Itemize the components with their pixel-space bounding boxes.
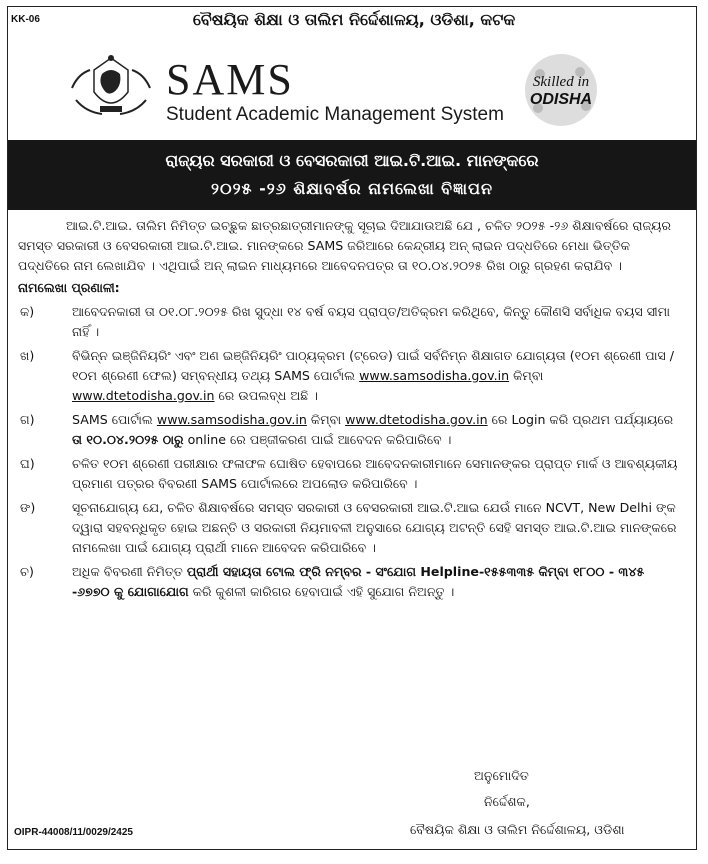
sams-logo-title: SAMS bbox=[166, 55, 294, 104]
item-text: ଚଳିତ ୧୦ମ ଶ୍ରେଣୀ ପରୀକ୍ଷାର ଫଳାଫଳ ଘୋଷିତ ହେବାପରେ ଆବେଦନକାରୀମାନେ ସେମାନଙ୍କର ପ୍ରାପ୍ତ ମାର୍କ ଓ ଆବଶ୍ୟକୀୟ ପ୍ରମାଣ ପତ୍ରର ବିବରଣୀ SAMS ପୋର୍ଟାଲରେ ଅପଲୋଡ କରିପାରିବେ । bbox=[72, 456, 678, 491]
intro-paragraph: ଆଇ.ଟି.ଆଇ. ତାଲିମ ନିମିତ୍ତ ଇଚ୍ଛୁକ ଛାତ୍ରଛାତ୍ରୀମାନଙ୍କୁ ସୂଚାଇ ଦିଆଯାଉଅଛି ଯେ , ଚଳିତ ୨୦୨୫ -୨୬ ଶିକ୍ଷାବର୍ଷରେ ରାଜ୍ୟର ସମସ୍ତ ସରକାରୀ ଓ ବେସରକାରୀ ଆଇ.ଟି.ଆଇ. ମାନଙ୍କରେ SAMS ଜରିଆରେ କେନ୍ଦ୍ରୀୟ ଅନ୍ ଲାଇନ ପଦ୍ଧତିରେ ମେଧା ଭିତ୍ତିକ ପଦ୍ଧତିରେ ନାମ ଲେଖାଯିବ । ଏଥିପାଇଁ ଅନ୍ ଲାଇନ ମାଧ୍ୟମରେ ଆବେଦନପତ୍ର ତା ୧୦.୦୪.୨୦୨୫ ରିଖ ଠାରୁ ଗ୍ରହଣ କରାଯିବ । bbox=[18, 218, 672, 273]
item-text: ରେ ଉପଲବ୍ଧ ଅଛି । bbox=[218, 388, 318, 403]
item-text: ଅଧିକ ବିବରଣୀ ନିମିତ୍ତ bbox=[72, 564, 183, 579]
item-text: ଆବେଦନକାରୀ ତା ୦୧.୦୮.୨୦୨୫ ରିଖ ସୁଦ୍ଧା ୧୪ ବର୍ଷ ବୟସ ପ୍ରାପ୍ତ/ଅତିକ୍ରମ କରିଥିବେ, କିନ୍ତୁ କୌଣସି ସର୍ବାଧିକ ବୟସ ସୀମା ନାହିଁ । bbox=[72, 304, 671, 339]
item-text: ସୂଚନାଯୋଗ୍ୟ ଯେ, ଚଳିତ ଶିକ୍ଷାବର୍ଷରେ ସମସ୍ତ ସରକାରୀ ଓ ବେସରକାରୀ ଆଇ.ଟି.ଆଇ ଯେଉଁ ମାନେ NCVT, New Delhi ଙ୍କ ଦ୍ୱାରା ସହବନ୍ଧିକୃତ ହୋଇ ଅଛନ୍ତି ଓ ସରକାରୀ ନିୟମାବଳୀ ଅନୁସାରେ ଯୋଗ୍ୟ ଅଟନ୍ତି ସେହି ସମସ୍ତ ଆଇ.ଟି.ଆଇ ମାନଙ୍କରେ ନାମଲେଖା ପାଇଁ ଯୋଗ୍ୟ ପ୍ରାର୍ଥୀ ମାନେ ଆବେଦନ କରିପାରିବେ । bbox=[72, 500, 677, 555]
title-banner bbox=[8, 140, 696, 210]
signature-director: ନିର୍ଦ୍ଦେଶକ, bbox=[484, 794, 530, 809]
helpline-text: ପ୍ରାର୍ଥୀ ସହାୟତା ଟୋଲ ଫ୍ରି ନମ୍ବର - ସଂଯୋଗ Helpline-୧୫୫୩୩୫ କିମ୍ବା ୧୮୦୦ - ୩୪୫ -୬୭୭୦ କୁ ଯୋଗାଯୋଗ bbox=[72, 564, 645, 599]
item-label: ଙ) bbox=[20, 500, 36, 515]
banner-line-2: ୨୦୨୫ -୨୬ ଶିକ୍ଷାବର୍ଷର ନାମଲେଖା ବିଜ୍ଞାପନ bbox=[211, 179, 493, 198]
item-text: ରେ Login କରି ପ୍ରଥମ ପର୍ଯ୍ୟାୟରେ bbox=[491, 412, 674, 427]
item-text: SAMS ପୋର୍ଟାଲ bbox=[72, 412, 153, 427]
list-item bbox=[18, 410, 680, 450]
sams-logo-subtitle: Student Academic Management System bbox=[166, 104, 504, 125]
notice-body bbox=[18, 216, 680, 602]
sams-portal-link[interactable]: www.samsodisha.gov.in bbox=[359, 368, 510, 383]
item-text: online ରେ ପଞ୍ଜୀକରଣ ପାଇଁ ଆବେଦନ କରିପାରିବେ । bbox=[187, 432, 452, 447]
list-item bbox=[18, 346, 680, 406]
item-text: ବିଭିନ୍ନ ଇଞ୍ଜିନିୟରିଂ ଏବଂ ଅଣ ଇଞ୍ଜିନିୟରିଂ ପାଠ୍ୟକ୍ରମ (ଟ୍ରେଡ) ପାଇଁ ସର୍ବନିମ୍ନ ଶିକ୍ଷାଗତ ଯୋଗ୍ୟତା (୧୦ମ ଶ୍ରେଣୀ ପାସ / ୧୦ମ ଶ୍ରେଣୀ ଫେଲ) ସମ୍ବନ୍ଧୀୟ ତଥ୍ୟ SAMS ପୋର୍ଟାଲ bbox=[72, 348, 675, 383]
item-label: ଚ) bbox=[20, 564, 34, 579]
odisha-emblem-icon bbox=[68, 52, 154, 122]
skilled-in-odisha-logo bbox=[514, 50, 608, 130]
item-label: କ) bbox=[20, 304, 35, 319]
department-title: ବୈଷୟିକ ଶିକ୍ଷା ଓ ତାଲିମ ନିର୍ଦ୍ଦେଶାଳୟ, ଓଡିଶା, କଟକ bbox=[192, 10, 516, 29]
dte-portal-link[interactable]: www.dtetodisha.gov.in bbox=[345, 412, 488, 427]
procedure-heading: ନାମଲେଖା ପ୍ରଣାଳୀ: bbox=[18, 280, 120, 295]
notice-code: KK-06 bbox=[11, 14, 40, 25]
list-item bbox=[18, 454, 680, 494]
signature-department: ବୈଷୟିକ ଶିକ୍ଷା ଓ ତାଲିମ ନିର୍ଦ୍ଦେଶାଳୟ, ଓଡିଶା bbox=[410, 822, 625, 837]
item-text: କରି କୁଶଳୀ କାରିଗର ହେବାପାଇଁ ଏହି ସୁଯୋଗ ନିଅନ୍ତୁ । bbox=[192, 584, 455, 599]
list-item bbox=[18, 498, 680, 558]
signature-approved: ଅନୁମୋଦିତ bbox=[474, 768, 529, 783]
list-item bbox=[18, 302, 680, 342]
list-item bbox=[18, 562, 680, 602]
dte-portal-link[interactable]: www.dtetodisha.gov.in bbox=[72, 388, 215, 403]
item-label: ଖ) bbox=[20, 348, 35, 363]
item-bold-date: ତା ୧୦.୦୪.୨୦୨୫ ଠାରୁ bbox=[72, 432, 184, 447]
oipr-code: OIPR-44008/11/0029/2425 bbox=[14, 827, 133, 838]
skilled-logo-line1: Skilled in bbox=[532, 74, 590, 90]
sams-portal-link[interactable]: www.samsodisha.gov.in bbox=[156, 412, 307, 427]
banner-line-1: ରାଜ୍ୟର ସରକାରୀ ଓ ବେସରକାରୀ ଆଇ.ଟି.ଆଇ. ମାନଙ୍କରେ bbox=[165, 151, 539, 170]
skilled-logo-line2: ODISHA bbox=[529, 91, 593, 108]
item-label: ଗ) bbox=[20, 412, 35, 427]
item-text: କିମ୍ବା bbox=[513, 368, 544, 383]
item-label: ଘ) bbox=[20, 456, 35, 471]
item-text: କିମ୍ବା bbox=[310, 412, 342, 427]
